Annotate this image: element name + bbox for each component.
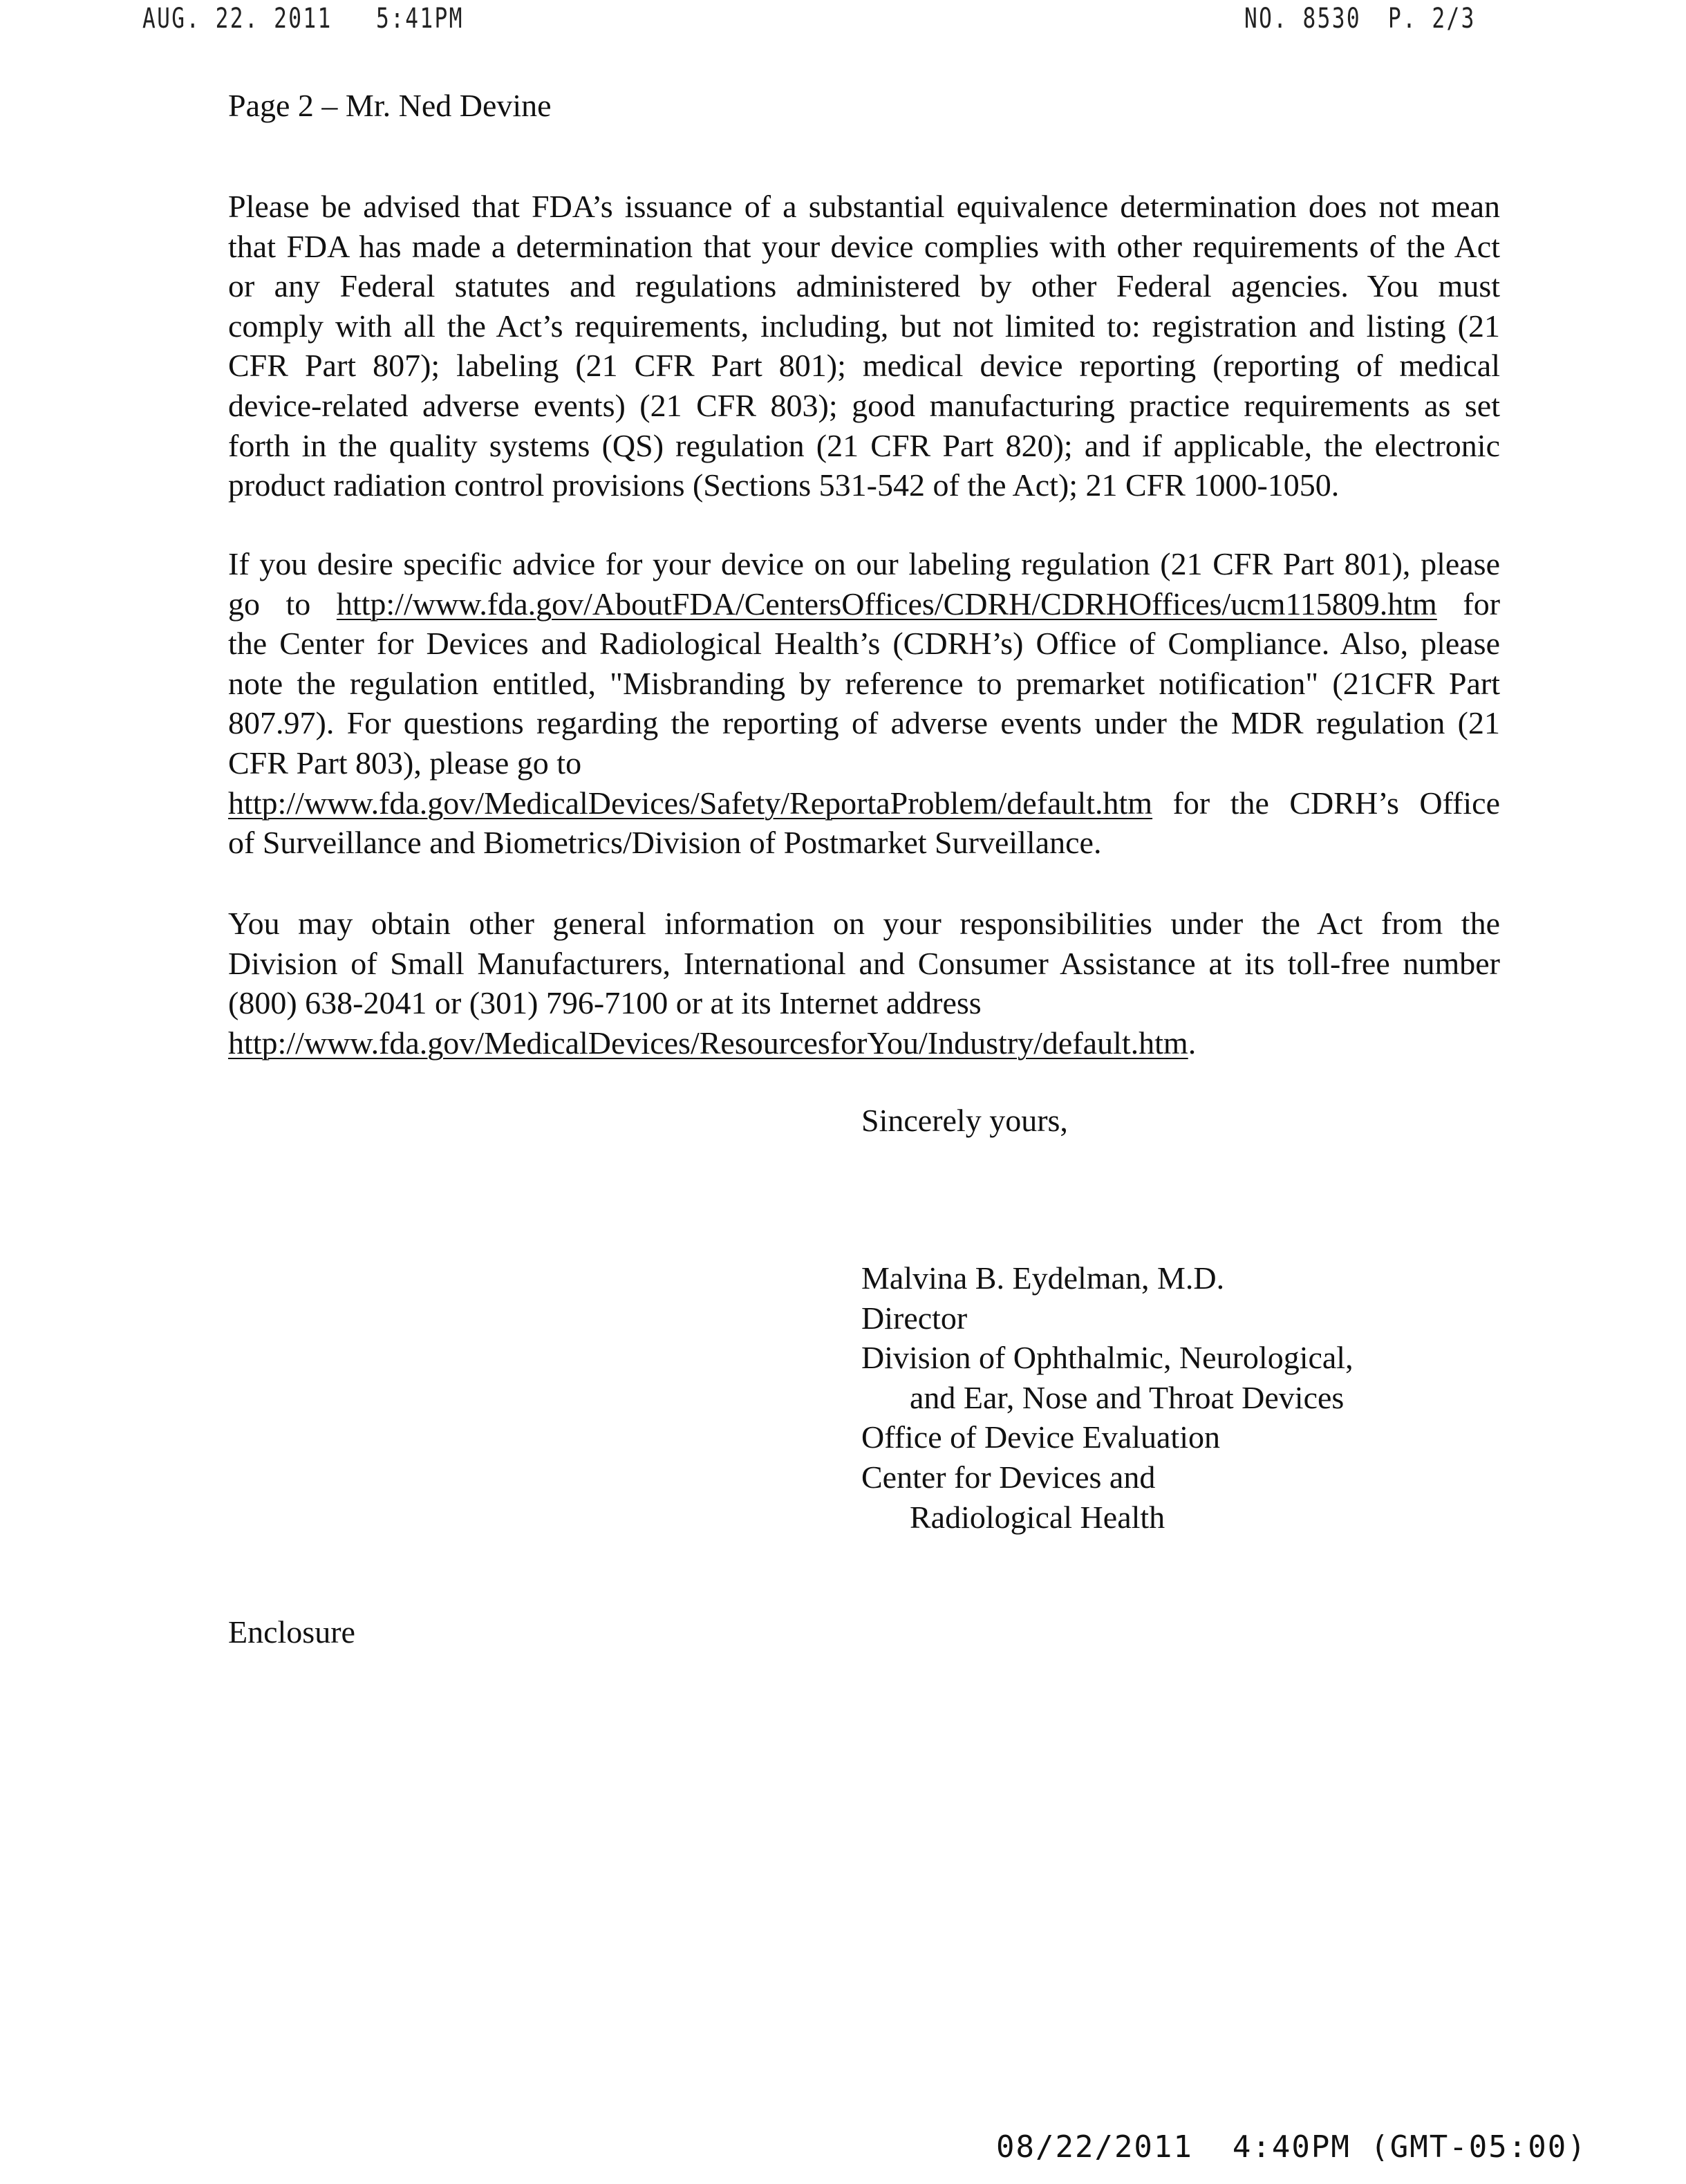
signer-division-cont: and Ear, Nose and Throat Devices (910, 1379, 1345, 1415)
signer-division: Division of Ophthalmic, Neurological, (861, 1340, 1354, 1376)
paragraph-labeling-advice (228, 544, 1500, 863)
text-line: or any Federal statutes and regulations administered by other Federal agencies. You must (228, 268, 1500, 304)
text-line: device-related adverse events) (21 CFR 803); good manufacturing practice requirements as set (228, 387, 1500, 423)
text-line: If you desire specific advice for your device on our labeling regulation (21 CFR Part 801), please (228, 546, 1500, 581)
signer-title: Director (861, 1300, 968, 1336)
enclosure-note: Enclosure (228, 1614, 355, 1650)
text-line: CFR Part 807); labeling (21 CFR Part 801); medical device reporting (reporting of medical (228, 348, 1500, 384)
text-line: Division of Small Manufacturers, International and Consumer Assistance at its toll-free number (228, 945, 1500, 981)
text-fragment: for the CDRH’s Office (1152, 785, 1500, 821)
signer-center: Center for Devices and (861, 1459, 1156, 1495)
paragraph-fda-advisory (228, 187, 1500, 505)
signature-block (861, 1258, 1354, 1537)
signer-center-cont: Radiological Health (910, 1499, 1165, 1535)
text-line (228, 783, 1500, 823)
fax-header-page-info (1244, 3, 1476, 35)
text-line: 807.97). For questions regarding the reporting of adverse events under the MDR regulation (21 (228, 705, 1500, 741)
fax-date: AUG. 22. 2011 (142, 3, 332, 35)
fax-number: NO. 8530 (1244, 3, 1361, 35)
text-line: of Surveillance and Biometrics/Division of Postmarket Surveillance. (228, 825, 1102, 861)
compliance-office-link[interactable]: http://www.fda.gov/AboutFDA/CentersOffices/CDRH/CDRHOffices/ucm115809.htm (336, 586, 1437, 622)
text-line (228, 1023, 1500, 1063)
text-line: Please be advised that FDA’s issuance of a substantial equivalence determination does not mean (228, 189, 1500, 224)
text-fragment: . (1188, 1025, 1197, 1061)
text-line: You may obtain other general information on your responsibilities under the Act from the (228, 906, 1500, 941)
report-problem-link[interactable]: http://www.fda.gov/MedicalDevices/Safety/ReportaProblem/default.htm (228, 785, 1153, 821)
text-line: note the regulation entitled, "Misbranding by reference to premarket notification" (21CFR Part (228, 665, 1500, 701)
text-line: CFR Part 803), please go to (228, 745, 582, 781)
fax-page: P. 2/3 (1387, 3, 1476, 35)
fax-time: 5:41PM (375, 3, 464, 35)
closing-salutation: Sincerely yours, (861, 1103, 1068, 1138)
signer-name: Malvina B. Eydelman, M.D. (861, 1260, 1225, 1296)
text-line: that FDA has made a determination that your device complies with other requirements of the Act (228, 228, 1500, 264)
text-line (228, 584, 1500, 624)
text-line: comply with all the Act’s requirements, including, but not limited to: registration and listing (21 (228, 308, 1500, 344)
text-line: product radiation control provisions (Sections 531-542 of the Act); 21 CFR 1000-1050. (228, 467, 1340, 503)
text-fragment: for (1436, 586, 1501, 622)
text-fragment: go to (228, 586, 337, 622)
industry-resources-link[interactable]: http://www.fda.gov/MedicalDevices/ResourcesforYou/Industry/default.htm (228, 1025, 1188, 1061)
fax-footer-timestamp: 08/22/2011 4:40PM (GMT-05:00) (996, 2129, 1587, 2165)
page-title: Page 2 – Mr. Ned Devine (228, 88, 552, 123)
text-line: the Center for Devices and Radiological Health’s (CDRH’s) Office of Compliance. Also, please (228, 626, 1500, 662)
paragraph-general-info (228, 904, 1500, 1063)
text-line: (800) 638-2041 or (301) 796-7100 or at its Internet address (228, 985, 982, 1021)
signer-office: Office of Device Evaluation (861, 1419, 1220, 1455)
text-line: forth in the quality systems (QS) regulation (21 CFR Part 820); and if applicable, the electronic (228, 427, 1500, 463)
fax-header-datetime (142, 3, 464, 35)
